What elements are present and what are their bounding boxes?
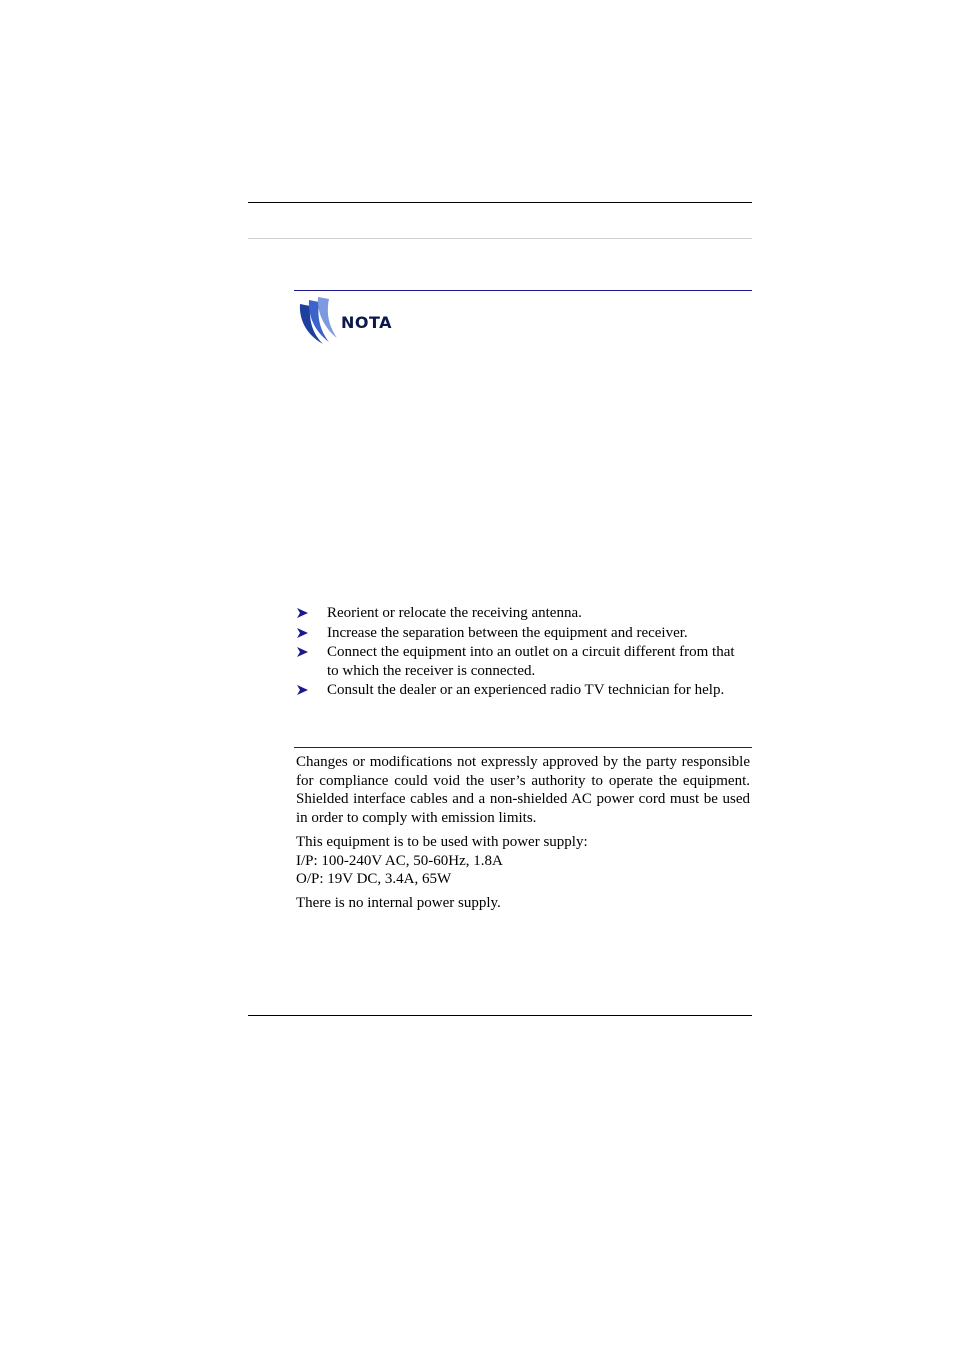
section-rule xyxy=(294,747,752,748)
arrow-bullet-icon xyxy=(296,646,309,658)
modifications-warning: Changes or modifications not expressly approved by the party responsible for compliance could void the user’s authority to operate the equipment. Shielded interface cables and a non-shielded AC power cord must be used in order to comply with emission limits. xyxy=(296,754,750,826)
note-top-rule xyxy=(294,290,752,291)
internal-power-note: There is no internal power supply. xyxy=(296,895,501,911)
footer-rule xyxy=(248,1015,752,1016)
note-label: NOTA xyxy=(341,313,393,332)
power-supply-block xyxy=(296,833,750,889)
note-banner-icon xyxy=(297,296,341,346)
list-item xyxy=(296,624,746,643)
power-output-spec: O/P: 19V DC, 3.4A, 65W xyxy=(296,871,452,887)
arrow-bullet-icon xyxy=(296,607,309,619)
arrow-bullet-icon xyxy=(296,684,309,696)
list-item-text: Increase the separation between the equipment and receiver. xyxy=(327,624,688,641)
list-item-text: Consult the dealer or an experienced radio TV technician for help. xyxy=(327,682,725,698)
list-item xyxy=(296,604,746,623)
header-subrule xyxy=(248,238,752,239)
list-item-text: Connect the equipment into an outlet on a circuit different from that to which the receiver is connected. xyxy=(327,644,735,679)
power-input-spec: I/P: 100-240V AC, 50-60Hz, 1.8A xyxy=(296,852,503,869)
list-item xyxy=(296,681,746,700)
header-rule xyxy=(248,202,752,203)
arrow-bullet-icon xyxy=(296,627,309,639)
power-supply-intro: This equipment is to be used with power supply: xyxy=(296,834,588,850)
interference-measures-list xyxy=(296,604,746,701)
list-item-text: Reorient or relocate the receiving antenna. xyxy=(327,605,582,621)
list-item xyxy=(296,643,746,680)
